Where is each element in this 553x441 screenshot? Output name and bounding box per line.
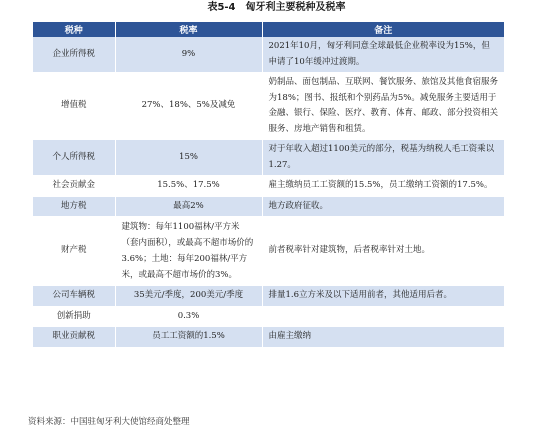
table-header-row [33,22,504,37]
tax-name: 个人所得税 [33,140,115,176]
header-tax: 税种 [33,22,115,37]
tax-rate: 员工工资额的1.5% [115,327,262,348]
table-row [33,176,504,197]
tax-rate: 建筑物：每年1100福林/平方米（套内面积），或最高不超市场价的3.6%；土地：每年200福林/平方米，或最高不超市场价的3%。 [115,217,262,286]
tax-note: 排量1.6立方米及以下适用前者，其他适用后者。 [262,286,504,307]
tax-rate: 27%、18%、5%及减免 [115,73,262,140]
tax-note: 奶制品、面包制品、互联网、餐饮服务、旅馆及其他食宿服务为18%；图书、报纸和个别药品为5%。减免服务主要适用于金融、银行、保险、医疗、教育、体育、邮政、部分投资相关服务、房地产销售和租赁。 [262,73,504,140]
tax-rate: 最高2% [115,196,262,217]
tax-rate: 0.3% [115,306,262,327]
table-row [33,37,504,73]
table-title: 表5-4 匈牙利主要税种及税率 [207,2,346,13]
header-rate: 税率 [115,22,262,37]
table-row [33,196,504,217]
tax-name: 增值税 [33,73,115,140]
tax-name: 创新捐助 [33,306,115,327]
tax-name: 企业所得税 [33,37,115,73]
tax-note: 对于年收入超过1100美元的部分，税基为纳税人毛工资乘以1.27。 [262,140,504,176]
tax-rate: 35美元/季度，200美元/季度 [115,286,262,307]
tax-name: 地方税 [33,196,115,217]
tax-note [262,306,504,327]
tax-rate: 15% [115,140,262,176]
table-row [33,73,504,140]
tax-name: 职业贡献税 [33,327,115,348]
tax-note: 由雇主缴纳 [262,327,504,348]
tax-name: 社会贡献金 [33,176,115,197]
table-row [33,306,504,327]
table-row [33,217,504,286]
tax-table [33,22,504,348]
tax-note: 前者税率针对建筑物，后者税率针对土地。 [262,217,504,286]
table-row [33,140,504,176]
tax-note: 地方政府征收。 [262,196,504,217]
tax-note: 2021年10月，匈牙利同意全球最低企业税率设为15%，但申请了10年缓冲过渡期。 [262,37,504,73]
header-note: 备注 [262,22,504,37]
table-row [33,327,504,348]
tax-rate: 9% [115,37,262,73]
tax-name: 公司车辆税 [33,286,115,307]
tax-name: 财产税 [33,217,115,286]
source-note: 资料来源：中国驻匈牙利大使馆经商处整理 [28,417,190,427]
tax-rate: 15.5%、17.5% [115,176,262,197]
tax-note: 雇主缴纳员工工资额的15.5%，员工缴纳工资额的17.5%。 [262,176,504,197]
table-row [33,286,504,307]
